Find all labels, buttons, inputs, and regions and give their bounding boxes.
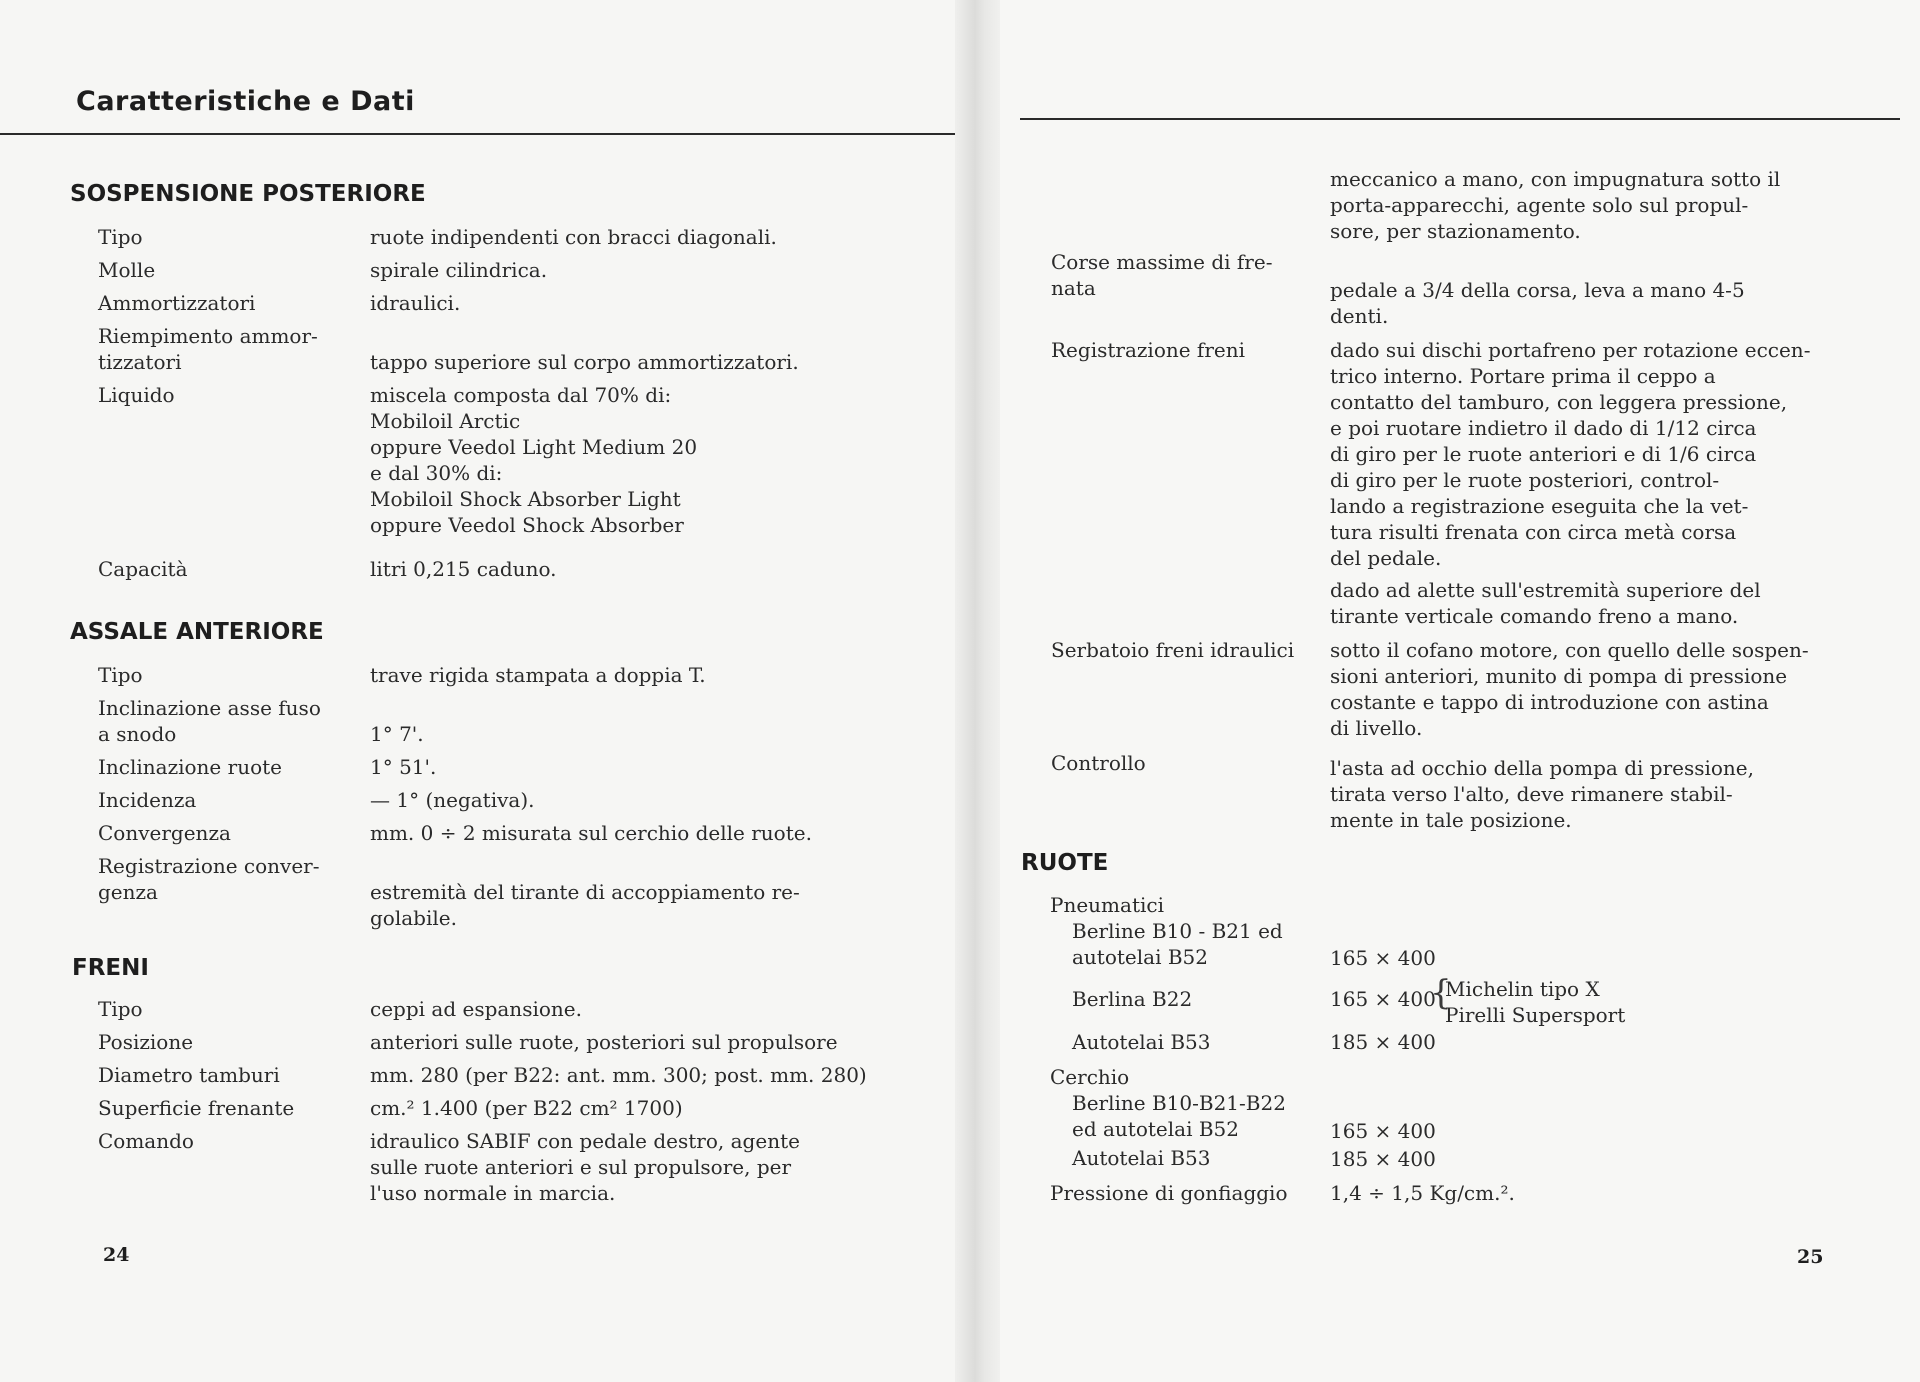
cerchio-label: Cerchio [1050, 1065, 1130, 1089]
row-label: Corse massime di fre- nata [1051, 250, 1273, 300]
pneumatici-label: Pneumatici [1050, 893, 1164, 917]
header-rule [0, 133, 955, 135]
tyre-label: Berline B10 - B21 ed autotelai B52 [1072, 919, 1283, 969]
row-value: litri 0,215 caduno. [370, 557, 557, 581]
row-label: Tipo [98, 225, 143, 249]
pressure-label: Pressione di gonfiaggio [1050, 1181, 1288, 1205]
row-label: Registrazione freni [1051, 338, 1246, 362]
section-title-freni: FRENI [72, 955, 149, 981]
row-label: Comando [98, 1129, 194, 1153]
row-value: estremità del tirante di accoppiamento re- golabile. [370, 880, 800, 930]
row-value: dado ad alette sull'estremità superiore del tirante verticale comando freno a mano. [1330, 578, 1761, 628]
row-label: Serbatoio freni idraulici [1051, 638, 1295, 662]
book-gutter [955, 0, 1005, 1382]
row-value: pedale a 3/4 della corsa, leva a mano 4-5 denti. [1330, 278, 1745, 328]
row-label: Inclinazione ruote [98, 755, 282, 779]
pressure-value: 1,4 ÷ 1,5 Kg/cm.². [1330, 1181, 1515, 1205]
rim-label: Berline B10-B21-B22 ed autotelai B52 [1072, 1091, 1286, 1141]
brace: { [1430, 973, 1452, 1013]
row-label: Inclinazione asse fuso a snodo [98, 696, 321, 746]
row-label: Posizione [98, 1030, 194, 1054]
tyre-brand: Pirelli Supersport [1445, 1003, 1626, 1027]
row-value: 1° 7'. [370, 722, 424, 746]
row-label: Superficie frenante [98, 1096, 295, 1120]
row-label: Capacità [98, 557, 188, 581]
row-label: Molle [98, 258, 156, 282]
row-value: — 1° (negativa). [370, 788, 535, 812]
right-page [1000, 0, 1920, 1382]
row-label: Diametro tamburi [98, 1063, 280, 1087]
row-value: spirale cilindrica. [370, 258, 548, 282]
row-label: Tipo [98, 663, 143, 687]
row-label: Riempimento ammor- tizzatori [98, 324, 318, 374]
row-value: dado sui dischi portafreno per rotazione eccen- trico interno. Portare prima il ceppo a contatto del tamburo, con leggera pressione, e poi ruotare indietro il dado di 1/12 circa di giro per le ruote anteriori e di 1/6 circa di giro per le ruote posteriori, control- lando a registrazione eseguita che la vet- tura risulti frenata con circa metà corsa del pedale. [1330, 338, 1811, 570]
row-value: l'asta ad occhio della pompa di pressione, tirata verso l'alto, deve rimanere stabil- mente in tale posizione. [1330, 756, 1755, 832]
row-value: ruote indipendenti con bracci diagonali. [370, 225, 777, 249]
rim-label: Autotelai B53 [1072, 1146, 1211, 1170]
rim-size: 165 × 400 [1330, 1119, 1436, 1143]
tyre-label: Berlina B22 [1072, 987, 1193, 1011]
section-title-sospensione-posteriore: SOSPENSIONE POSTERIORE [70, 181, 426, 207]
row-label: Ammortizzatori [98, 291, 256, 315]
row-value: idraulico SABIF con pedale destro, agente sulle ruote anteriori e sul propulsore, per l'uso normale in marcia. [370, 1129, 800, 1205]
page-number: 25 [1797, 1246, 1824, 1268]
row-label: Liquido [98, 383, 175, 407]
row-label: Registrazione conver- genza [98, 854, 320, 904]
row-value: sotto il cofano motore, con quello delle sospen- sioni anteriori, munito di pompa di pressione costante e tappo di introduzione con astina di livello. [1330, 638, 1809, 740]
row-label: Incidenza [98, 788, 197, 812]
row-value: tappo superiore sul corpo ammortizzatori. [370, 350, 799, 374]
section-title-ruote: RUOTE [1021, 850, 1109, 876]
row-value: 1° 51'. [370, 755, 437, 779]
row-label: Convergenza [98, 821, 231, 845]
section-title-assale-anteriore: ASSALE ANTERIORE [70, 619, 324, 645]
row-value: trave rigida stampata a doppia T. [370, 663, 706, 687]
row-label: Tipo [98, 997, 143, 1021]
row-value: cm.² 1.400 (per B22 cm² 1700) [370, 1096, 683, 1120]
rim-size: 185 × 400 [1330, 1147, 1436, 1171]
header-rule [1020, 118, 1900, 120]
row-value: ceppi ad espansione. [370, 997, 582, 1021]
tyre-size: 165 × 400 [1330, 946, 1436, 970]
row-value: miscela composta dal 70% di: Mobiloil Arctic oppure Veedol Light Medium 20 e dal 30% di: Mobiloil Shock Absorber Light oppure Veedol Shock Absorber [370, 383, 698, 537]
row-value: meccanico a mano, con impugnatura sotto il porta-apparecchi, agente solo sul propul- sore, per stazionamento. [1330, 167, 1781, 243]
tyre-brand: Michelin tipo X [1445, 977, 1600, 1001]
row-value: mm. 0 ÷ 2 misurata sul cerchio delle ruote. [370, 821, 812, 845]
header-title: Caratteristiche e Dati [76, 86, 415, 117]
tyre-label: Autotelai B53 [1072, 1030, 1211, 1054]
row-value: anteriori sulle ruote, posteriori sul propulsore [370, 1030, 838, 1054]
tyre-size: 165 × 400 [1330, 987, 1436, 1011]
row-value: idraulici. [370, 291, 461, 315]
row-value: mm. 280 (per B22: ant. mm. 300; post. mm. 280) [370, 1063, 867, 1087]
tyre-size: 185 × 400 [1330, 1030, 1436, 1054]
row-label: Controllo [1051, 751, 1146, 775]
page-number: 24 [103, 1244, 130, 1266]
